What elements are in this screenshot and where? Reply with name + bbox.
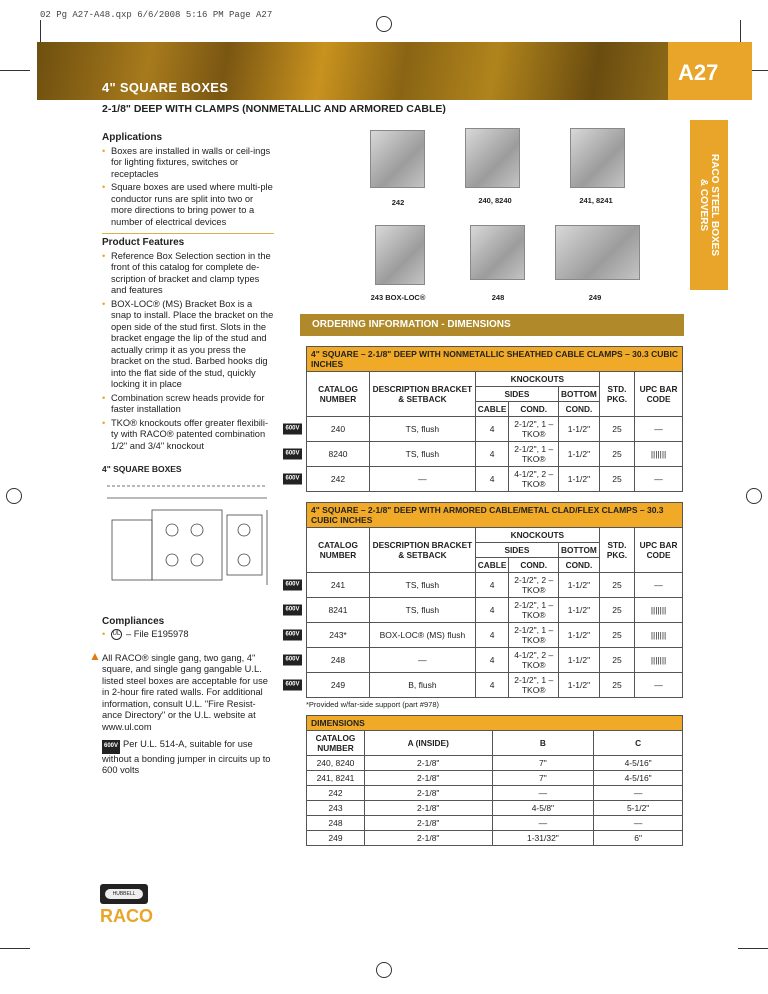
- list-item: • TKO® knockouts offer greater flexibili-ty with RACO® patented combination 1/2" and 3/4" knockout: [102, 418, 274, 453]
- table-cell-text: 1-1/2": [567, 580, 591, 590]
- table-cell: [559, 673, 600, 698]
- table-cell-text: 2-1/2", 1 – TKO®: [514, 419, 554, 439]
- table-cell-text: 2-1/8": [417, 788, 440, 798]
- table-cell-text: 1-1/2": [567, 680, 591, 690]
- table-cell: [509, 623, 559, 648]
- drawing-heading: 4" SQUARE BOXES: [102, 464, 182, 474]
- table-cell-text: 8240: [328, 449, 348, 459]
- table-cell: [285, 673, 370, 698]
- table-cell: [475, 442, 509, 467]
- table-cell-text: 4: [489, 424, 495, 434]
- table-cell-text: 1-1/2": [567, 655, 591, 665]
- table-cell: [365, 786, 493, 801]
- table-cell: [635, 673, 683, 698]
- product-image-241: [570, 128, 625, 188]
- col-header: CATALOG NUMBER: [307, 731, 365, 756]
- table-row: [307, 417, 683, 442]
- table-cell: [509, 417, 559, 442]
- table-cell-text: 7": [539, 758, 547, 768]
- table-row: [307, 623, 683, 648]
- ordering-bar: ORDERING INFORMATION - DIMENSIONS: [300, 314, 684, 336]
- table-cell: [599, 598, 634, 623]
- fire-rating-text: All RACO® single gang, two gang, 4" square, and single gang gangable U.L. listed steel boxes are acceptable for use in 2-hour fire rated walls. For additional information, consult U.L. "Fire Resist-ance Directory" or the U.L. website at www.ul.com: [102, 652, 268, 732]
- table-cell: [285, 573, 370, 598]
- table-cell-text: 2-1/2", 1 – TKO®: [514, 600, 554, 620]
- table-cell: [307, 771, 365, 786]
- col-header: CATALOG NUMBER: [307, 372, 370, 417]
- table-cell-text: 25: [612, 474, 622, 484]
- table-cell: [492, 771, 594, 786]
- table-cell-text: —: [418, 655, 427, 665]
- col-header: STD. PKG.: [599, 372, 634, 417]
- table-cell-text: 6": [634, 833, 643, 843]
- registration-mark: [376, 16, 392, 32]
- raco-logo: RACO: [100, 906, 153, 926]
- table-cell-text: 4: [489, 630, 495, 640]
- col-header: C: [594, 731, 683, 756]
- table-cell-text: 1-1/2": [567, 605, 591, 615]
- table-cell-text: 2-1/8": [417, 803, 440, 813]
- table-cell: [599, 417, 634, 442]
- list-item: • BOX-LOC® (MS) Bracket Box is a snap to install. Place the bracket on the open side of the stud first. Slots in the bracket engage the lip of the stud and actually crimp it as you press the bracket on the stud. Barbed hooks dig into the flat side of the stud, quickly locking it in place: [102, 299, 274, 391]
- col-header: KNOCKOUTS: [475, 528, 599, 543]
- col-header: COND.: [559, 558, 600, 573]
- table-cell: [370, 442, 476, 467]
- table-cell-text: 2-1/8": [417, 818, 440, 828]
- col-header: DESCRIPTION BRACKET & SETBACK: [370, 372, 476, 417]
- col-header: COND.: [509, 558, 559, 573]
- table-cell: [635, 442, 683, 467]
- table-cell-text: TS, flush: [405, 449, 440, 459]
- table-cell-text: 4-1/2", 2 – TKO®: [514, 650, 554, 670]
- table-cell-text: 25: [612, 424, 622, 434]
- table-cell-text: 25: [612, 680, 622, 690]
- table-caption: 4" SQUARE – 2-1/8" DEEP WITH ARMORED CABLE/METAL CLAD/FLEX CLAMPS – 30.3 CUBIC INCHES: [307, 503, 683, 528]
- table-cell-text: 248: [330, 655, 346, 665]
- badge-600v: 600V: [283, 424, 302, 435]
- table-cell: [599, 573, 634, 598]
- table-cell: [370, 648, 476, 673]
- table-cell-text: —: [654, 580, 663, 590]
- table-row: [307, 573, 683, 598]
- table-cell-text: 25: [612, 449, 622, 459]
- badge-600v: 600V: [283, 449, 302, 460]
- table-cell-text: 240: [330, 424, 346, 434]
- table-cell-text: 2-1/8": [417, 758, 440, 768]
- table-cell-text: 1-31/32": [526, 833, 559, 843]
- table-cell-text: —: [654, 424, 663, 434]
- fire-icon: ▲: [89, 648, 101, 663]
- table-cell-text: —: [418, 474, 427, 484]
- table-cell-text: |||||||: [650, 449, 667, 459]
- table-cell: [559, 623, 600, 648]
- page-title: 4" SQUARE BOXES: [102, 80, 229, 95]
- table-cell: [559, 442, 600, 467]
- table-cell: [370, 573, 476, 598]
- table-cell: [559, 573, 600, 598]
- table-cell: [307, 801, 365, 816]
- table-cell: [599, 648, 634, 673]
- table-cell-text: 4: [489, 605, 495, 615]
- product-image-242: [370, 130, 425, 188]
- table-cell-text: 2-1/2", 1 – TKO®: [514, 625, 554, 645]
- table-cell: [285, 417, 370, 442]
- ul-icon: UL: [111, 629, 122, 640]
- armored-table: [285, 502, 683, 698]
- table-cell: [475, 648, 509, 673]
- col-header: COND.: [509, 402, 559, 417]
- table-cell: [475, 623, 509, 648]
- table-cell: [559, 467, 600, 492]
- table-cell: [559, 648, 600, 673]
- table-cell-text: 4-1/2", 2 – TKO®: [514, 469, 554, 489]
- product-image-243: [375, 225, 425, 285]
- col-header: COND.: [559, 402, 600, 417]
- dimensions-table: [306, 715, 683, 846]
- table-cell-text: 1-1/2": [567, 449, 591, 459]
- col-header: SIDES: [475, 387, 558, 402]
- table-cell-text: 2-1/2", 1 – TKO®: [514, 444, 554, 464]
- col-header: CABLE: [475, 402, 509, 417]
- list-item: • Reference Box Selection section in the front of this catalog for complete de-scription of bracket and clamp types and features: [102, 251, 274, 297]
- col-header: DESCRIPTION BRACKET & SETBACK: [370, 528, 476, 573]
- table-cell-text: 243*: [329, 630, 347, 640]
- list-item: • Square boxes are used where multi-ple conductor runs are split into two or more directions to bring power to a number of electrical devices: [102, 182, 274, 228]
- table-cell: [599, 467, 634, 492]
- col-header: B: [492, 731, 594, 756]
- description-column: [89, 132, 274, 777]
- table-cell-text: 25: [612, 580, 622, 590]
- table-cell: [365, 801, 493, 816]
- table-cell-text: 4: [489, 449, 495, 459]
- product-label: 249: [588, 293, 602, 302]
- product-image-248: [470, 225, 525, 280]
- table-cell: [594, 756, 683, 771]
- table-cell-text: 241: [330, 580, 346, 590]
- product-label: 242: [391, 198, 405, 207]
- table-cell-text: |||||||: [650, 630, 667, 640]
- table-cell: [370, 598, 476, 623]
- badge-600v: 600V: [283, 474, 302, 485]
- table-cell: [307, 831, 365, 846]
- table-row: [307, 816, 683, 831]
- table-cell: [599, 623, 634, 648]
- table-cell-text: —: [654, 474, 663, 484]
- product-label: 240, 8240: [478, 196, 512, 205]
- table-cell-text: 4: [489, 580, 495, 590]
- table-cell-text: 4: [489, 474, 495, 484]
- col-header: SIDES: [475, 543, 558, 558]
- table-cell: [307, 786, 365, 801]
- table-cell-text: |||||||: [650, 655, 667, 665]
- hubbell-logo: [100, 884, 148, 904]
- hubbell-logo-text: HUBBELL: [105, 889, 143, 899]
- table-cell: [475, 573, 509, 598]
- col-header: BOTTOM: [559, 387, 600, 402]
- table-cell-text: TS, flush: [405, 580, 440, 590]
- table-cell: [492, 756, 594, 771]
- table-cell: [365, 816, 493, 831]
- table-cell: [492, 801, 594, 816]
- footnote: *Provided w/far-side support (part #978): [306, 700, 439, 709]
- 600v-note: Per U.L. 514-A, suitable for use without a bonding jumper in circuits up to 600 volts: [102, 739, 271, 775]
- table-cell-text: 4-5/8": [531, 803, 555, 813]
- table-cell: [594, 786, 683, 801]
- badge-600v: 600V: [283, 630, 302, 641]
- col-header: A (INSIDE): [365, 731, 493, 756]
- table-cell-text: 248: [328, 818, 343, 828]
- list-item: • Combination screw heads provide for faster installation: [102, 393, 274, 416]
- table-cell: [370, 623, 476, 648]
- table-cell-text: 25: [612, 605, 622, 615]
- table-cell: [285, 598, 370, 623]
- features-heading: Product Features: [102, 237, 185, 248]
- table-cell-text: 249: [328, 833, 343, 843]
- table-cell: [635, 573, 683, 598]
- dimension-drawing: [102, 480, 274, 610]
- col-header: CATALOG NUMBER: [307, 528, 370, 573]
- table-cell-text: 1-1/2": [567, 474, 591, 484]
- table-cell-text: 2-1/8": [417, 833, 440, 843]
- table-cell: [307, 816, 365, 831]
- badge-600v: 600V: [283, 580, 302, 591]
- table-cell: [635, 467, 683, 492]
- page-number: A27: [668, 42, 752, 100]
- registration-mark: [376, 962, 392, 978]
- table-row: [307, 771, 683, 786]
- table-cell-text: 240, 8240: [316, 758, 355, 768]
- table-cell-text: 241, 8241: [316, 773, 355, 783]
- col-header: UPC BAR CODE: [635, 528, 683, 573]
- table-cell-text: TS, flush: [405, 424, 440, 434]
- table-cell-text: 1-1/2": [567, 424, 591, 434]
- table-cell-text: 4: [489, 655, 495, 665]
- table-cell: [559, 598, 600, 623]
- table-cell: [492, 786, 594, 801]
- table-cell: [285, 648, 370, 673]
- table-cell: [285, 442, 370, 467]
- tables-column: [285, 346, 683, 846]
- crop-mark: [738, 948, 768, 949]
- table-cell-text: —: [538, 788, 548, 798]
- table-cell: [594, 771, 683, 786]
- table-cell: [365, 756, 493, 771]
- table-cell-text: 2-1/8": [417, 773, 440, 783]
- table-row: [307, 467, 683, 492]
- table-cell-text: 25: [612, 655, 622, 665]
- applications-heading: Applications: [102, 132, 163, 143]
- table-cell-text: 4-5/16": [624, 758, 652, 768]
- product-image-240: [465, 128, 520, 188]
- registration-mark: [746, 488, 762, 504]
- table-cell: [285, 623, 370, 648]
- table-cell: [475, 598, 509, 623]
- product-label: 241, 8241: [579, 196, 613, 205]
- table-cell-text: —: [633, 818, 643, 828]
- ul-file: – File E195978: [126, 629, 189, 639]
- table-caption: DIMENSIONS: [307, 716, 683, 731]
- section-tab: [690, 120, 728, 290]
- table-cell-text: 25: [612, 630, 622, 640]
- table-cell: [509, 598, 559, 623]
- badge-600v: 600V: [283, 680, 302, 691]
- badge-600v: 600V: [283, 655, 302, 666]
- table-row: [307, 801, 683, 816]
- table-cell: [365, 831, 493, 846]
- table-cell-text: 4-5/16": [624, 773, 652, 783]
- crop-mark: [0, 948, 30, 949]
- table-row: [307, 598, 683, 623]
- table-cell: [509, 573, 559, 598]
- product-image-249: [555, 225, 640, 280]
- table-cell: [285, 467, 370, 492]
- nonmetallic-table: [285, 346, 683, 492]
- table-row: [307, 756, 683, 771]
- file-slug: 02 Pg A27-A48.qxp 6/6/2008 5:16 PM Page A27: [40, 10, 273, 20]
- table-cell: [475, 417, 509, 442]
- table-cell-text: —: [538, 818, 548, 828]
- col-header: BOTTOM: [559, 543, 600, 558]
- table-cell: [635, 623, 683, 648]
- col-header: STD. PKG.: [599, 528, 634, 573]
- table-cell-text: 249: [330, 680, 346, 690]
- table-cell: [509, 467, 559, 492]
- table-cell-text: |||||||: [650, 605, 667, 615]
- badge-600v: 600V: [283, 605, 302, 616]
- table-cell: [559, 417, 600, 442]
- table-cell: [509, 648, 559, 673]
- table-cell: [599, 442, 634, 467]
- table-row: [307, 786, 683, 801]
- table-cell: [509, 442, 559, 467]
- table-cell-text: 1-1/2": [567, 630, 591, 640]
- table-cell: [365, 771, 493, 786]
- table-cell: [370, 673, 476, 698]
- compliances-section: Compliances • UL – File E195978 ▲ All RACO® single gang, two gang, 4" square, and single gang gangable U.L. listed steel boxes are acceptable for use in 2-hour fire rated walls. For additional information, consult U.L. "Fire Resist-ance Directory" or the U.L. website at www.ul.com 600V Per U.L. 514-A, suitable for use without a bonding jumper in circuits up to 600 volts: [102, 616, 274, 777]
- table-cell-text: —: [654, 680, 663, 690]
- product-label: 248: [491, 293, 505, 302]
- col-header: UPC BAR CODE: [635, 372, 683, 417]
- table-cell: [492, 816, 594, 831]
- compliances-heading: Compliances: [102, 615, 165, 627]
- table-cell: [594, 831, 683, 846]
- table-row: [307, 648, 683, 673]
- table-row: [307, 831, 683, 846]
- section-tab-label: RACO STEEL BOXES & COVERS: [698, 153, 720, 257]
- table-cell: [475, 467, 509, 492]
- table-caption: 4" SQUARE – 2-1/8" DEEP WITH NONMETALLIC SHEATHED CABLE CLAMPS – 30.3 CUBIC INCHES: [307, 347, 683, 372]
- table-cell: [635, 598, 683, 623]
- table-cell: [492, 831, 594, 846]
- list-item: • Boxes are installed in walls or ceil-ings for lighting fixtures, switches or receptacles: [102, 146, 274, 181]
- table-cell: [599, 673, 634, 698]
- table-cell: [509, 673, 559, 698]
- table-cell: [635, 417, 683, 442]
- table-cell: [475, 673, 509, 698]
- product-label: 243 BOX-LOC®: [370, 293, 426, 302]
- col-header: CABLE: [475, 558, 509, 573]
- badge-600v: 600V: [102, 740, 120, 754]
- table-row: [307, 673, 683, 698]
- table-cell-text: B, flush: [408, 680, 437, 690]
- table-cell-text: 4: [489, 680, 495, 690]
- table-cell: [370, 417, 476, 442]
- table-cell: [594, 801, 683, 816]
- table-cell: [635, 648, 683, 673]
- table-row: [307, 442, 683, 467]
- page-subtitle: 2-1/8" DEEP WITH CLAMPS (NONMETALLIC AND ARMORED CABLE): [102, 103, 446, 115]
- table-cell-text: BOX-LOC® (MS) flush: [379, 630, 466, 640]
- table-cell: [307, 756, 365, 771]
- table-cell-text: 2-1/2", 1 – TKO®: [514, 675, 554, 695]
- table-cell-text: 242: [330, 474, 346, 484]
- table-cell-text: TS, flush: [405, 605, 440, 615]
- table-cell: [370, 467, 476, 492]
- table-cell: [594, 816, 683, 831]
- table-cell-text: 242: [328, 788, 343, 798]
- table-cell-text: 8241: [328, 605, 348, 615]
- table-cell-text: —: [633, 788, 643, 798]
- table-cell-text: 5-1/2": [626, 803, 650, 813]
- crop-mark: [0, 70, 30, 71]
- table-cell-text: 2-1/2", 2 – TKO®: [514, 575, 554, 595]
- col-header: KNOCKOUTS: [475, 372, 599, 387]
- table-cell-text: 7": [539, 773, 547, 783]
- table-cell-text: 243: [328, 803, 343, 813]
- registration-mark: [6, 488, 22, 504]
